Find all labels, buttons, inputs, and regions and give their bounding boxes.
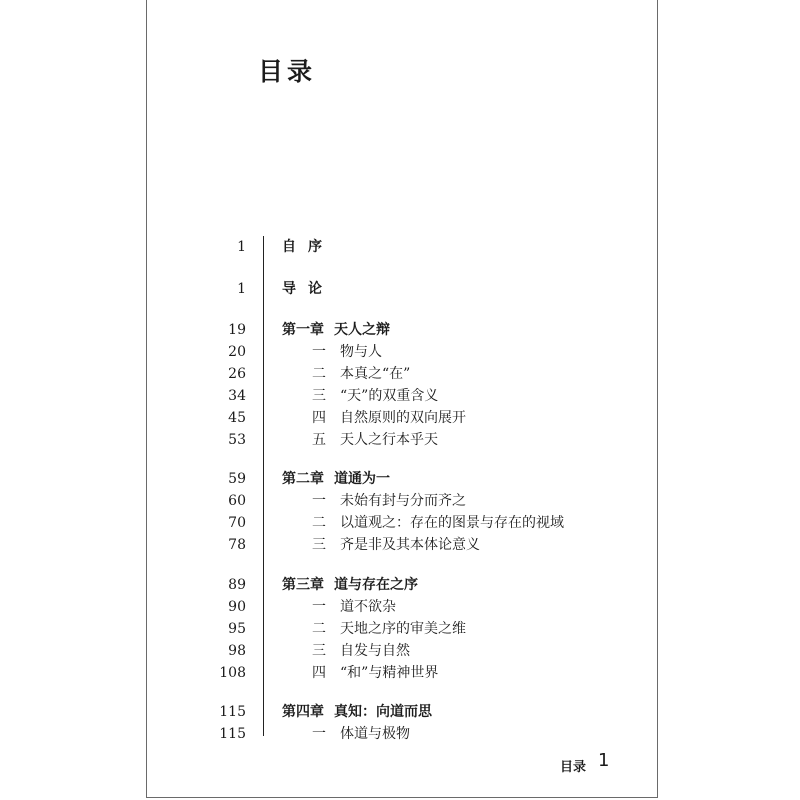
chapter-number: 第四章 (282, 704, 324, 720)
toc-page-number: 20 (228, 344, 246, 360)
toc-chapter-heading (282, 575, 418, 595)
toc-page-number: 90 (228, 599, 246, 615)
toc-page-number: 1 (237, 239, 246, 255)
chapter-number: 第三章 (282, 577, 324, 593)
toc-page-number: 78 (228, 537, 246, 553)
section-title: “天”的双重含义 (340, 388, 439, 404)
toc-page-number: 89 (228, 577, 246, 593)
toc-entry-title: 导论 (282, 281, 334, 297)
section-title: 本真之“在” (340, 366, 411, 382)
section-marker: 三 (312, 388, 326, 404)
section-marker: 一 (312, 493, 326, 509)
section-marker: 二 (312, 515, 326, 531)
chapter-title: 天人之辩 (334, 322, 390, 338)
section-title: 道不欲杂 (340, 599, 396, 615)
toc-entry-title: 自序 (282, 239, 334, 255)
section-marker: 五 (312, 432, 326, 448)
section-title: 天人之行本乎天 (340, 432, 438, 448)
toc-page-number: 95 (228, 621, 246, 637)
section-marker: 四 (312, 410, 326, 426)
section-title: 自发与自然 (340, 643, 410, 659)
toc-page-number: 70 (228, 515, 246, 531)
toc-page-number: 26 (228, 366, 246, 382)
section-title: 自然原则的双向展开 (340, 410, 466, 426)
chapter-title: 道通为一 (334, 471, 390, 487)
toc-page-number: 98 (228, 643, 246, 659)
toc-vertical-rule (263, 236, 264, 736)
toc-page-number: 1 (237, 281, 246, 297)
section-marker: 一 (312, 344, 326, 360)
footer-page-number: 1 (598, 750, 610, 771)
toc-chapter-heading (282, 469, 390, 489)
toc-page-number: 60 (228, 493, 246, 509)
section-marker: 一 (312, 726, 326, 742)
toc-page-number: 34 (228, 388, 246, 404)
toc-page-number: 59 (228, 471, 246, 487)
toc-page-number: 108 (219, 665, 246, 681)
page-title: 目录 (258, 57, 317, 86)
toc-page-number: 19 (228, 322, 246, 338)
chapter-title: 道与存在之序 (334, 577, 418, 593)
section-title: 齐是非及其本体论意义 (340, 537, 480, 553)
section-title: 体道与极物 (340, 726, 410, 742)
toc-page-number: 45 (228, 410, 246, 426)
section-title: 以道观之：存在的图景与存在的视域 (340, 515, 564, 531)
toc-page-number: 115 (219, 726, 246, 742)
chapter-number: 第二章 (282, 471, 324, 487)
toc-chapter-heading (282, 702, 432, 722)
toc-page-number: 115 (219, 704, 246, 720)
chapter-title: 真知：向道而思 (334, 704, 432, 720)
footer-label: 目录 (560, 760, 587, 775)
section-title: 未始有封与分而齐之 (340, 493, 466, 509)
toc-page-number: 53 (228, 432, 246, 448)
section-marker: 二 (312, 366, 326, 382)
section-marker: 三 (312, 537, 326, 553)
section-marker: 四 (312, 665, 326, 681)
section-marker: 三 (312, 643, 326, 659)
toc-chapter-heading (282, 320, 390, 340)
section-title: “和”与精神世界 (340, 665, 439, 681)
chapter-number: 第一章 (282, 322, 324, 338)
section-marker: 二 (312, 621, 326, 637)
section-title: 物与人 (340, 344, 382, 360)
section-marker: 一 (312, 599, 326, 615)
section-title: 天地之序的审美之维 (340, 621, 466, 637)
